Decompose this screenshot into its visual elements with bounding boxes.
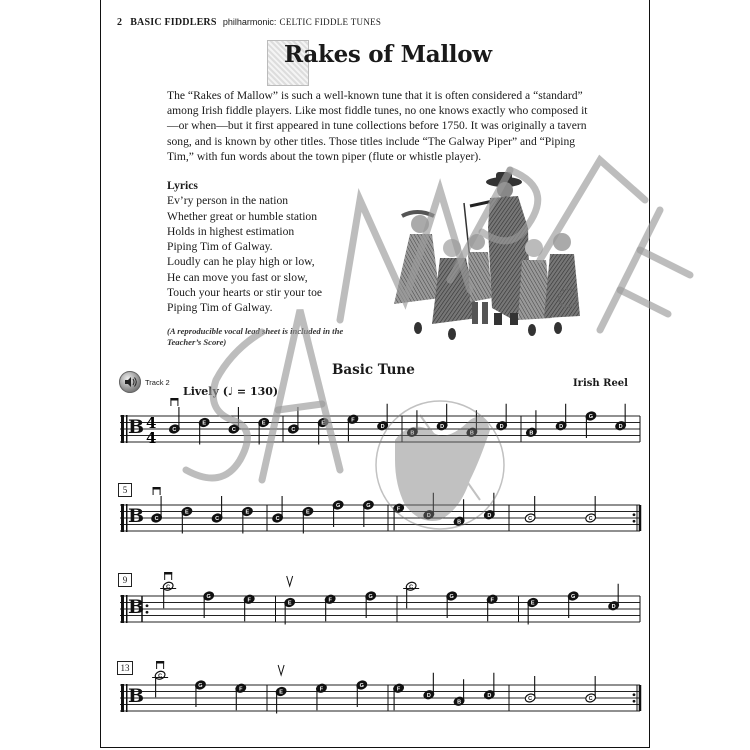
- page-title: Rakes of Mallow: [284, 41, 492, 68]
- svg-text:F: F: [396, 686, 401, 693]
- svg-text:F: F: [247, 597, 251, 604]
- brand-name: philharmonic:: [222, 17, 277, 27]
- svg-text:F: F: [239, 686, 243, 693]
- measure-number: 5: [118, 483, 132, 497]
- svg-text:B: B: [457, 519, 462, 526]
- svg-text:C: C: [291, 427, 296, 434]
- svg-text:D: D: [618, 423, 623, 430]
- svg-text:B: B: [457, 699, 462, 706]
- svg-text:E: E: [202, 420, 206, 427]
- svg-text:G: G: [206, 594, 211, 601]
- lyrics-heading: Lyrics: [167, 179, 198, 192]
- svg-text:C: C: [275, 516, 280, 523]
- lyric-line: Holds in highest estimation: [167, 224, 295, 238]
- lyric-line: Touch your hearts or stir your toe: [167, 286, 323, 300]
- svg-text:C: C: [158, 673, 163, 680]
- svg-text:F: F: [396, 506, 401, 513]
- svg-text:C: C: [172, 427, 177, 434]
- svg-text:E: E: [279, 689, 283, 696]
- svg-text:E: E: [321, 420, 325, 427]
- svg-text:E: E: [185, 509, 189, 516]
- svg-text:C: C: [588, 516, 593, 523]
- intro-paragraph: The “Rakes of Mallow” is such a well-known tune that it is often considered a “standard” among Irish fiddle players. Like most fiddle tunes, no one knows exactly who composed it—or when—but it first appeared in tune collections before 1750. It was originally a tavern song, and is known by other titles. Those titles include “The Galway Piper” and “Piping Tim,” with fun words about the town piper (flute or whistle player).: [167, 89, 588, 163]
- svg-text:C: C: [215, 516, 220, 523]
- staff-system: [120, 398, 640, 447]
- alto-clef-icon: B: [128, 505, 145, 527]
- svg-text:G: G: [588, 414, 594, 421]
- svg-text:F: F: [319, 686, 324, 693]
- svg-text:D: D: [499, 423, 504, 430]
- lyric-line: Whether great or humble station: [167, 209, 318, 223]
- lyric-line: Piping Tim of Galway.: [167, 240, 273, 254]
- svg-text:D: D: [426, 692, 431, 699]
- series-title: BASIC FIDDLERS: [130, 17, 217, 28]
- staff-system: [120, 661, 640, 714]
- svg-text:D: D: [440, 423, 445, 430]
- svg-text:4: 4: [146, 414, 157, 432]
- lyric-line: He can move you fast or slow,: [167, 270, 308, 284]
- svg-text:D: D: [611, 603, 616, 610]
- svg-text:E: E: [287, 600, 292, 607]
- svg-text:D: D: [426, 512, 431, 519]
- svg-text:C: C: [166, 584, 171, 591]
- lyric-line: Loudly can he play high or low,: [167, 255, 315, 269]
- alto-clef-icon: B: [128, 685, 145, 707]
- svg-text:G: G: [449, 594, 454, 601]
- section-title: Basic Tune: [332, 362, 415, 378]
- svg-text:C: C: [154, 516, 159, 523]
- svg-text:C: C: [528, 696, 533, 703]
- svg-text:B: B: [469, 430, 474, 437]
- lyric-line: Ev’ry person in the nation: [167, 194, 289, 208]
- svg-text:F: F: [490, 597, 494, 604]
- lyric-line: Piping Tim of Galway.: [167, 301, 273, 315]
- svg-text:C: C: [231, 427, 236, 434]
- svg-text:C: C: [528, 516, 533, 523]
- svg-text:B: B: [529, 430, 534, 437]
- svg-text:E: E: [245, 509, 250, 516]
- svg-text:B: B: [410, 430, 415, 437]
- svg-text:E: E: [261, 420, 266, 427]
- alto-clef-icon: B: [128, 416, 145, 438]
- staff-system: [120, 487, 640, 534]
- svg-text:C: C: [409, 584, 414, 591]
- svg-text:G: G: [335, 503, 341, 510]
- tune-style-label: Irish Reel: [573, 378, 628, 389]
- svg-text:E: E: [530, 600, 535, 607]
- alto-clef-icon: B: [128, 596, 145, 618]
- svg-text:G: G: [571, 594, 576, 601]
- svg-text:F: F: [351, 417, 355, 424]
- page-number: 2: [117, 17, 122, 28]
- track-label: Track 2: [145, 377, 170, 387]
- svg-text:D: D: [487, 692, 492, 699]
- svg-text:G: G: [198, 683, 203, 690]
- svg-text:G: G: [368, 594, 373, 601]
- svg-text:C: C: [588, 696, 593, 703]
- svg-text:D: D: [559, 423, 564, 430]
- staff-system: [120, 572, 640, 625]
- svg-text:D: D: [487, 512, 492, 519]
- book-title: CELTIC FIDDLE TUNES: [279, 17, 382, 27]
- tempo-marking: Lively (♩ = 130): [183, 385, 279, 398]
- svg-text:D: D: [380, 423, 385, 430]
- measure-number: 9: [118, 573, 132, 587]
- svg-text:F: F: [328, 597, 332, 604]
- svg-text:4: 4: [146, 429, 157, 447]
- lyrics-note: (A reproducible vocal lead sheet is included in the Teacher’s Score): [167, 325, 344, 348]
- svg-text:E: E: [306, 509, 310, 516]
- svg-text:G: G: [366, 503, 371, 510]
- measure-number: 13: [117, 661, 133, 675]
- svg-text:G: G: [359, 683, 364, 690]
